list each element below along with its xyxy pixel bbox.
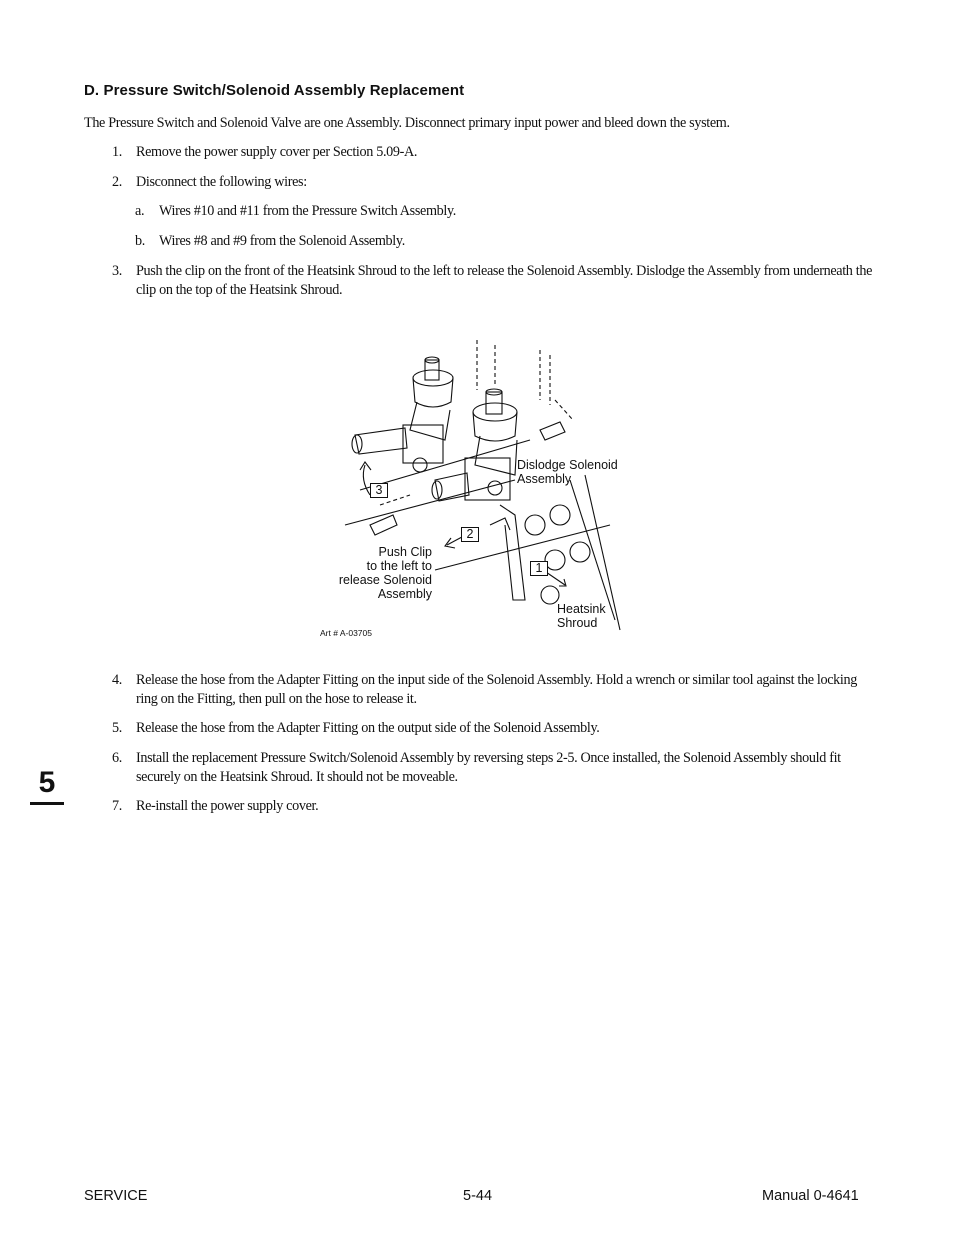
substep-text: Wires #10 and #11 from the Pressure Switch Assembly. [159,203,456,219]
step-number: 4. [112,672,122,688]
substep-letter: b. [135,233,145,249]
step-text: Disconnect the following wires: [136,174,307,190]
callout-2: 2 [461,527,479,542]
intro-paragraph: The Pressure Switch and Solenoid Valve are one Assembly. Disconnect primary input power and bleed down the system. [84,115,730,131]
step-number: 2. [112,174,122,190]
label-dislodge-text: Dislodge Solenoid Assembly [517,458,618,486]
substep-text: Wires #8 and #9 from the Solenoid Assembly. [159,233,405,249]
label-push-clip [325,545,432,601]
callout-1: 1 [530,561,548,576]
step-text: Remove the power supply cover per Section 5.09-A. [136,144,418,160]
step-number: 5. [112,720,122,736]
label-heatsink-text: Heatsink Shroud [557,602,606,630]
step-number: 7. [112,798,122,814]
step-text: Release the hose from the Adapter Fitting on the input side of the Solenoid Assembly. Hold a wrench or similar tool against the locking ring on the Fitting, then pull on the hose to release it. [136,672,857,707]
art-number: Art # A-03705 [320,628,372,638]
chapter-tab: 5 [30,766,64,805]
step-text: Re-install the power supply cover. [136,798,319,814]
callout-3: 3 [370,483,388,498]
step-text: Release the hose from the Adapter Fitting on the output side of the Solenoid Assembly. [136,720,600,736]
substep-letter: a. [135,203,145,219]
label-dislodge-solenoid [517,458,618,486]
section-heading: D. Pressure Switch/Solenoid Assembly Replacement [84,82,465,99]
footer-page-number: 5-44 [463,1188,493,1204]
solenoid-assembly-illustration [315,330,645,645]
step-number: 3. [112,263,122,279]
step-number: 1. [112,144,122,160]
footer-manual-number: Manual 0-4641 [762,1188,859,1204]
label-heatsink-shroud [557,602,606,630]
label-push-text: Push Clip to the left to release Solenoid Assembly [338,545,432,601]
step-number: 6. [112,750,122,766]
step-text: Push the clip on the front of the Heatsink Shroud to the left to release the Solenoid Assembly. Dislodge the Assembly from underneath the clip on the top of the Heatsink Shroud. [136,263,873,298]
footer-section: SERVICE [84,1188,148,1204]
step-text: Install the replacement Pressure Switch/Solenoid Assembly by reversing steps 2-5. Once installed, the Solenoid Assembly should fit securely on the Heatsink Shroud. It should not be moveable. [136,750,841,785]
